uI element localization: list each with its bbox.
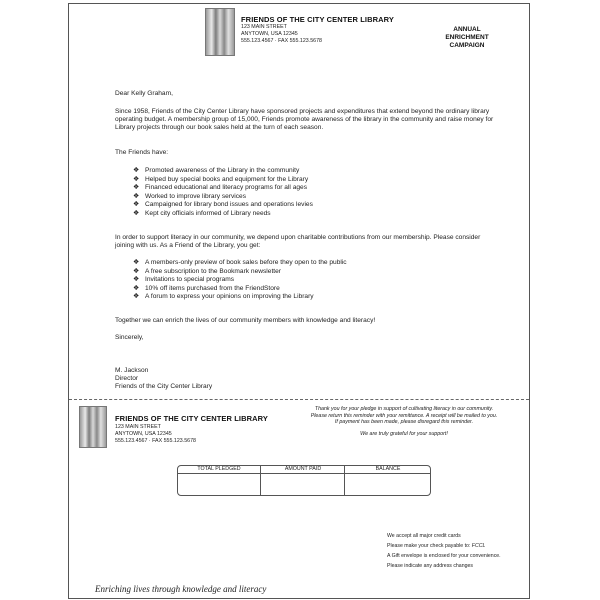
campaign-line-2: ENRICHMENT (445, 34, 489, 41)
campaign-line-3: CAMPAIGN (449, 42, 485, 49)
reminder-street: 123 MAIN STREET (115, 424, 161, 430)
envelope-note: A Gift envelope is enclosed for your convenience. (387, 553, 501, 559)
balance-column (344, 466, 431, 495)
tagline: Enriching lives through knowledge and literacy (95, 584, 267, 594)
reminder-phone-fax: 555.123.4567 · FAX 555.123.5678 (115, 438, 196, 444)
total-pledged-column (178, 466, 260, 495)
list-item: ❖ 10% off items purchased from the FriendStore (133, 284, 280, 292)
reminder-city: ANYTOWN, USA 12345 (115, 431, 172, 437)
diamond-bullet-icon: ❖ (133, 209, 140, 217)
list-item: ❖ Helped buy special books and equipment for the Library (133, 175, 309, 183)
diamond-bullet-icon: ❖ (133, 259, 140, 266)
diamond-bullet-icon: ❖ (133, 175, 140, 183)
intro-paragraph: Since 1958, Friends of the City Center Library have sponsored projects and expenditures that extend beyond the ordinary library operating budget. A membership group of 15,000, Friends promote awareness of the library in the community and raise money for Library projects through our book sales held at the turn of each season. (115, 108, 494, 132)
benefits-list (133, 259, 347, 302)
diamond-bullet-icon: ❖ (133, 293, 140, 301)
reminder-org-name: FRIENDS OF THE CITY CENTER LIBRARY (115, 414, 268, 423)
diamond-bullet-icon: ❖ (133, 267, 140, 275)
library-columns-logo-small (79, 406, 107, 448)
letterhead-phone-fax: 555.123.4567 · FAX 555.123.5678 (241, 38, 322, 44)
amount-paid-column (260, 466, 345, 495)
list-item: ❖ Invitations to special programs (133, 276, 235, 284)
campaign-line-1: ANNUAL (453, 26, 481, 33)
reminder-address (115, 424, 196, 445)
thanks-line-2: Please return this reminder with your remittance. A receipt will be mailed to you. (310, 412, 498, 419)
thanks-line-1: Thank you for your pledge in support of cultivating literacy in our community. (314, 406, 494, 412)
signer-name: M. Jackson (115, 367, 149, 374)
closing-line: Together we can enrich the lives of our community members with knowledge and literacy! (115, 317, 376, 324)
diamond-bullet-icon: ❖ (133, 201, 140, 209)
campaign-title (431, 26, 503, 50)
letter-page (68, 3, 530, 599)
library-columns-logo (205, 8, 235, 56)
payment-notes (387, 531, 501, 571)
check-payable-note: Please make your check payable to: FCCL (387, 543, 486, 549)
pledge-table (177, 465, 431, 496)
list-item: ❖ Worked to improve library services (133, 192, 247, 200)
salutation: Dear Kelly Graham, (115, 90, 173, 97)
letterhead-address (241, 24, 322, 45)
list-item: ❖ A free subscription to the Bookmark newsletter (133, 267, 281, 275)
list-item: ❖ A members-only preview of book sales before they open to the public (133, 259, 347, 266)
letterhead-city: ANYTOWN, USA 12345 (241, 31, 298, 37)
diamond-bullet-icon: ❖ (133, 184, 140, 192)
total-pledged-header: TOTAL PLEDGED (178, 466, 260, 474)
friends-have-label: The Friends have: (115, 149, 169, 156)
signer-title: Director (115, 375, 139, 382)
letterhead-street: 123 MAIN STREET (241, 24, 287, 30)
credit-cards-note: We accept all major credit cards (387, 533, 461, 539)
signer-org: Friends of the City Center Library (115, 383, 213, 390)
list-item: ❖ A forum to express your opinions on improving the Library (133, 293, 314, 301)
grateful-line: We are truly grateful for your support! (360, 430, 448, 437)
balance-header: BALANCE (345, 466, 431, 474)
sign-off: Sincerely, (115, 334, 144, 341)
tear-off-line (69, 399, 529, 400)
diamond-bullet-icon: ❖ (133, 276, 140, 284)
list-item: ❖ Promoted awareness of the Library in the community (133, 167, 300, 174)
list-item: ❖ Kept city officials informed of Library needs (133, 209, 271, 217)
thanks-line-3: If payment has been made, please disregard this reminder. (334, 419, 474, 426)
support-paragraph: In order to support literacy in our community, we depend upon charitable contributions from our membership. Please consider joining with us. As a Friend of the Library, you get: (115, 234, 481, 250)
list-item: ❖ Financed educational and literacy programs for all ages (133, 184, 308, 192)
address-changes-note: Please indicate any address changes (387, 563, 473, 569)
amount-paid-header: AMOUNT PAID (261, 466, 345, 474)
diamond-bullet-icon: ❖ (133, 192, 140, 200)
reminder-thanks (287, 406, 521, 437)
diamond-bullet-icon: ❖ (133, 284, 140, 292)
letterhead-org-name: FRIENDS OF THE CITY CENTER LIBRARY (241, 15, 394, 24)
achievements-list (133, 167, 313, 219)
list-item: ❖ Campaigned for library bond issues and operations levies (133, 201, 313, 209)
payee-name: FCCL (471, 543, 486, 549)
diamond-bullet-icon: ❖ (133, 167, 140, 174)
